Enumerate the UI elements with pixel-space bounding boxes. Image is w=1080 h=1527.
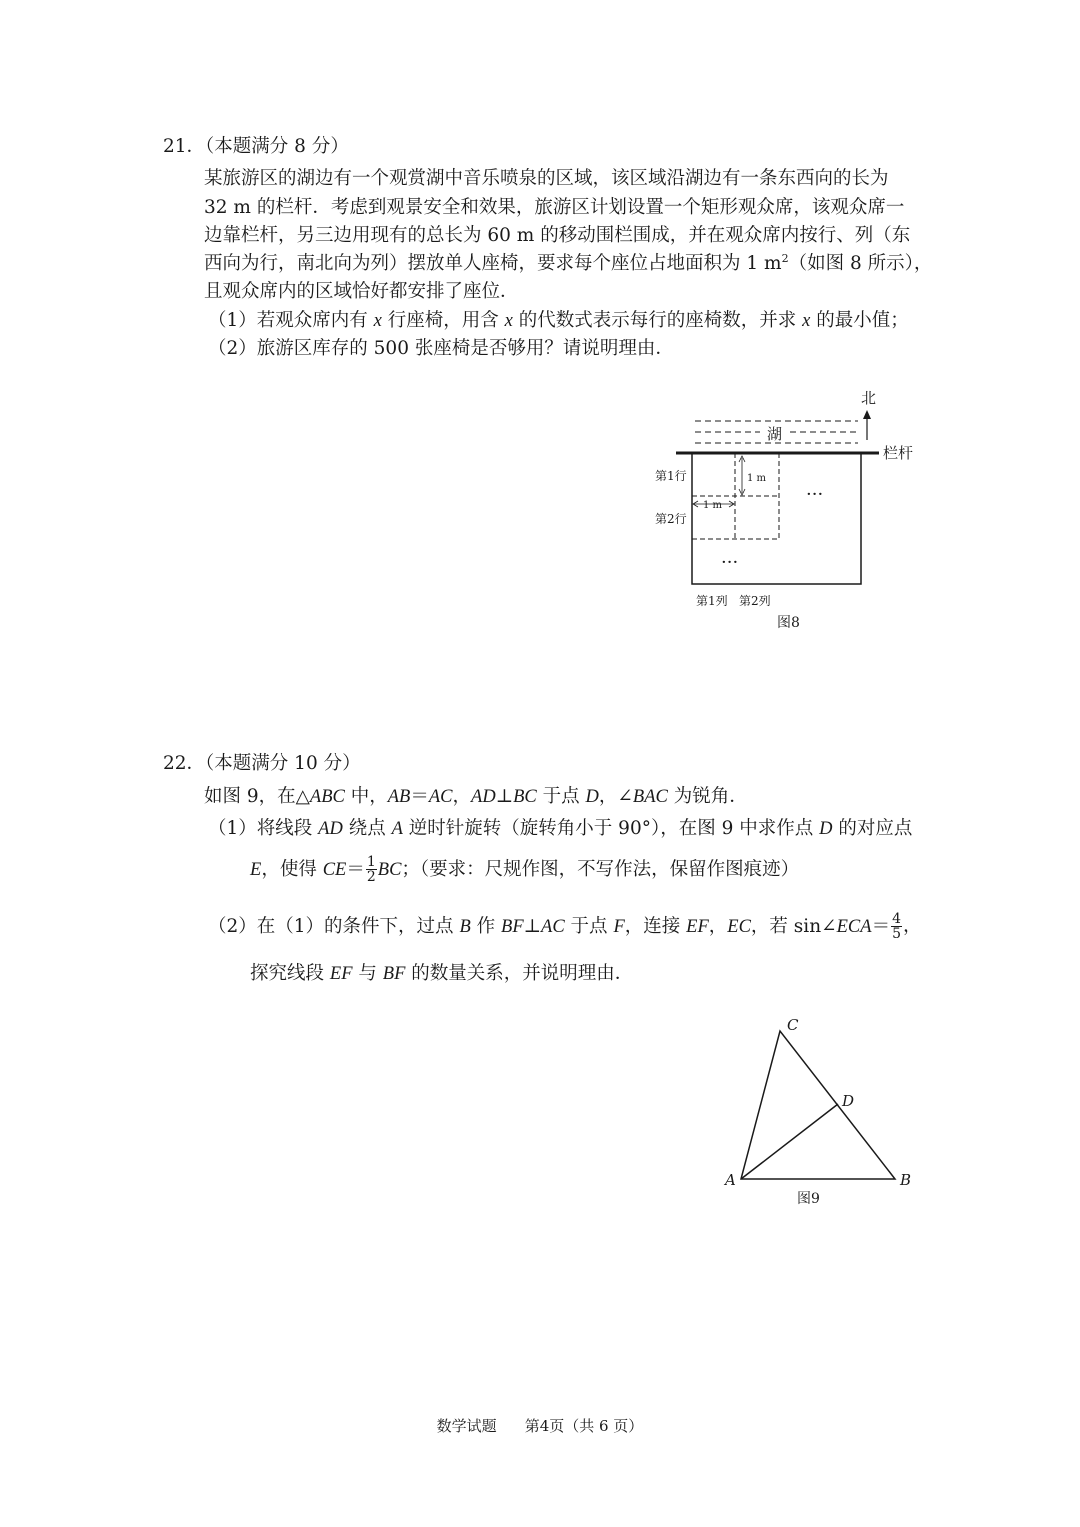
- dimension-arrow-icon: [693, 501, 698, 507]
- math-variable: AC: [541, 916, 565, 937]
- math-variable: EF: [329, 964, 353, 984]
- q21-part1-c: 的代数式表示每行的座椅数，并求: [512, 310, 803, 331]
- text-run: ⊥: [523, 915, 542, 937]
- text-run: 的数量关系，并说明理由．: [405, 963, 634, 984]
- railing-label: 栏杆: [883, 444, 914, 462]
- triangle-abc: [741, 1031, 895, 1179]
- text-run: 与: [352, 963, 383, 984]
- math-variable: E: [250, 859, 262, 880]
- text-run: 绕点: [342, 818, 392, 839]
- dimension-horizontal-label: 1 m: [703, 500, 723, 511]
- row2-label: 第2行: [655, 512, 687, 526]
- dimension-arrow-icon: [739, 456, 745, 462]
- north-arrow-icon: [863, 410, 871, 419]
- text-run: ＝: [871, 915, 891, 937]
- var-x: x: [504, 311, 513, 331]
- label-d: D: [842, 1092, 855, 1110]
- math-variable: AC: [428, 787, 453, 807]
- q21-part1-d: 的最小值；: [810, 310, 909, 331]
- math-variable: AD: [471, 787, 496, 807]
- text-run: 于点: [564, 915, 614, 937]
- math-variable: B: [459, 916, 471, 937]
- q22-part2-line1: [208, 912, 922, 941]
- text-run: ，连接: [624, 915, 687, 937]
- text-run: ⊥: [495, 786, 514, 807]
- fraction-numerator: 1: [366, 854, 376, 870]
- segment-ad: [741, 1104, 838, 1179]
- math-variable: F: [613, 916, 625, 937]
- q21-text-line2: 32 m 的栏杆．考虑到观景安全和效果，旅游区计划设置一个矩形观众席，该观众席一: [204, 197, 905, 218]
- text-run: 作: [470, 915, 502, 937]
- q21-part2: （2）旅游区库存的 500 张座椅是否够用？请说明理由．: [208, 338, 674, 359]
- dimension-vertical-label: 1 m: [747, 473, 767, 484]
- ellipsis-bottom: ···: [721, 552, 739, 573]
- math-variable: BC: [513, 787, 537, 807]
- ellipsis-right: ···: [806, 484, 824, 505]
- math-variable: EC: [727, 916, 751, 937]
- fraction-four-fifths: [891, 912, 902, 941]
- figure-9-caption: 图9: [797, 1191, 820, 1207]
- footer-subject: 数学试题: [436, 1417, 497, 1435]
- text-run: 为锐角．: [667, 786, 748, 807]
- math-variable: CE: [322, 859, 347, 880]
- text-run: ，: [452, 786, 472, 807]
- math-variable: D: [819, 819, 833, 839]
- q21-text-line5: 且观众席内的区域恰好都安排了座位．: [204, 281, 519, 302]
- var-x: x: [802, 311, 811, 331]
- q21-text-line4: [204, 252, 933, 274]
- text-run: ；（要求：尺规作图，不写作法，保留作图痕迹）: [401, 858, 800, 880]
- text-run: ，: [708, 915, 728, 937]
- q21-part1-a: （1）若观众席内有: [208, 310, 374, 331]
- text-run: ＝: [410, 786, 429, 807]
- math-variable: EF: [686, 916, 709, 937]
- math-variable: AD: [318, 819, 343, 839]
- q22-part1-line2-a: [250, 859, 365, 880]
- text-run: 探究线段: [250, 963, 330, 984]
- math-variable: A: [391, 819, 403, 839]
- lake-label: 湖: [767, 425, 783, 443]
- label-c: C: [787, 1016, 799, 1034]
- fraction-denominator: 5: [892, 926, 902, 942]
- fraction-one-half: [366, 855, 377, 884]
- q22-part2-line1-a: [208, 916, 890, 937]
- text-run: （1）将线段: [208, 818, 319, 839]
- page-footer: [0, 1419, 1080, 1434]
- col2-label: 第2列: [739, 594, 771, 608]
- q22-header: 22．（本题满分 10 分）: [163, 753, 361, 774]
- q22-part1-line1: [208, 820, 912, 839]
- math-variable: ECA: [836, 916, 872, 937]
- math-variable: BAC: [632, 787, 668, 807]
- q21-text-line4-a: 西向为行，南北向为列）摆放单人座椅，要求每个座位占地面积为 1 m: [204, 253, 782, 274]
- row1-label: 第1行: [655, 469, 687, 483]
- footer-page-number: 第4页（共 6 页）: [524, 1417, 644, 1435]
- label-a: A: [725, 1171, 736, 1189]
- text-run: 中，: [344, 786, 388, 807]
- math-variable: BC: [377, 859, 402, 880]
- math-variable: D: [585, 787, 599, 807]
- q22-intro: [204, 788, 748, 807]
- figure-8-caption: 图8: [777, 615, 800, 631]
- var-x: x: [373, 311, 382, 331]
- seating-area: [692, 453, 861, 584]
- text-run: ，若 sin∠: [750, 915, 837, 937]
- text-run: 逆时针旋转（旋转角小于 90°），在图 9 中求作点: [402, 818, 820, 839]
- fraction-denominator: 2: [366, 869, 376, 885]
- math-variable: BF: [501, 916, 524, 937]
- text-run: ，使得: [261, 858, 323, 880]
- q21-part1: [208, 312, 909, 331]
- label-b: B: [900, 1171, 912, 1189]
- north-label: 北: [861, 389, 877, 407]
- q21-text-line4-b: （如图 8 所示），: [788, 253, 933, 274]
- fraction-numerator: 4: [892, 911, 902, 927]
- dimension-arrow-icon: [729, 501, 734, 507]
- text-run: 如图 9，在△: [204, 786, 310, 807]
- q22-part1-line2-b: [378, 859, 799, 880]
- math-variable: BF: [382, 964, 406, 984]
- math-variable: ABC: [309, 787, 345, 807]
- text-run: （2）在（1）的条件下，过点: [208, 915, 460, 937]
- q21-part1-b: 行座椅，用含: [381, 310, 505, 331]
- text-run: 的对应点: [832, 818, 913, 839]
- text-run: ，∠: [598, 786, 633, 807]
- q21-header: 21．（本题满分 8 分）: [163, 136, 349, 157]
- q21-text-line1: 某旅游区的湖边有一个观赏湖中音乐喷泉的区域，该区域沿湖边有一条东西向的长为: [204, 168, 889, 189]
- q22-part2-line2: [250, 965, 633, 984]
- text-run: 于点: [536, 786, 586, 807]
- q22-part1-line2: [250, 855, 799, 884]
- dimension-arrow-icon: [739, 489, 745, 495]
- q22-part2-line1-b: ，: [903, 915, 922, 937]
- q21-text-line3: 边靠栏杆，另三边用现有的总长为 60 m 的移动围栏围成，并在观众席内按行、列（东: [204, 225, 911, 246]
- col1-label: 第1列: [696, 594, 728, 608]
- q21-text-line4-sup: 2: [781, 252, 789, 265]
- text-run: ＝: [346, 858, 365, 880]
- math-variable: AB: [387, 787, 411, 807]
